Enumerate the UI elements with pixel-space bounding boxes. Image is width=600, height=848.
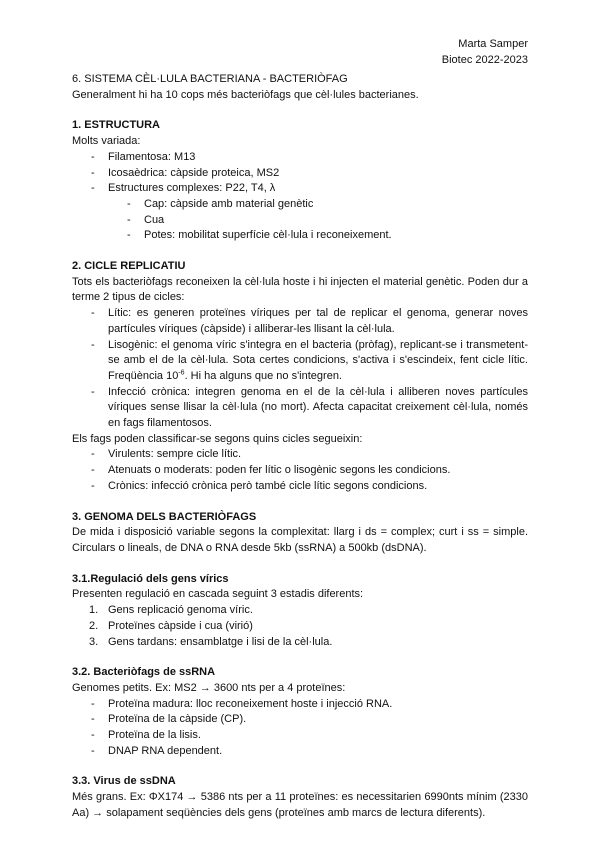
phage-class-list bbox=[72, 447, 528, 494]
lysogenic-text: Lisogènic: el genoma víric s'integra en el bacteria (pròfag), replicant-se i transmetent-se amb el de la cèl·lula. Sota certes condicions, s'activa i s'escindeix, fent cicle lític. Freqüència 10 bbox=[108, 338, 528, 382]
list-item-text: Gens tardans: ensamblatge i lisi de la cèl·lula. bbox=[108, 635, 333, 648]
list-number: 2. bbox=[89, 619, 99, 632]
section-3-heading: 3. GENOMA DELS BACTERIÒFAGS bbox=[72, 510, 257, 523]
list-item-text: Proteïnes càpside i cua (virió) bbox=[108, 619, 253, 632]
section-2-heading: 2. CICLE REPLICATIU bbox=[72, 260, 186, 273]
section-3-1-lead: Presenten regulació en cascada seguint 3 estadis diferents: bbox=[72, 588, 364, 601]
intro-text: Generalment hi ha 10 cops més bacteriòfags que cèl·lules bacterianes. bbox=[72, 88, 419, 101]
frequency-exponent: -6 bbox=[178, 369, 185, 377]
ssrna-protein-list bbox=[72, 697, 528, 760]
section-2-lead-2: Els fags poden classificar-se segons quins cicles segueixin: bbox=[72, 432, 363, 445]
list-item: - Crònics: infecció crònica però també cicle lític segons condicions. bbox=[72, 479, 528, 495]
author-name: Marta Samper bbox=[458, 38, 528, 50]
list-item: - Atenuats o moderats: poden fer lític o lisogènic segons les condicions. bbox=[72, 463, 528, 479]
section-3-1-heading: 3.1.Regulació dels gens vírics bbox=[72, 572, 229, 585]
list-item bbox=[72, 619, 528, 635]
sub-list-item: - Potes: mobilitat superfície cèl·lula i reconeixement. bbox=[72, 228, 528, 244]
course-label: Biotec 2022-2023 bbox=[441, 54, 528, 66]
section-3-3-heading: 3.3. Virus de ssDNA bbox=[72, 775, 176, 788]
list-item-text: Gens replicació genoma víric. bbox=[108, 604, 253, 617]
list-item bbox=[72, 635, 528, 651]
sub-list-item: - Cua bbox=[72, 213, 528, 229]
page-header bbox=[442, 36, 528, 68]
list-item: - DNAP RNA dependent. bbox=[72, 744, 528, 760]
list-item-lytic: - Lític: es generen proteïnes víriques per tal de replicar el genoma, generar noves partícules víriques (càpside) i alliberar-les llisant la cèl·lula. bbox=[72, 306, 528, 337]
section-3-text: De mida i disposició variable segons la complexitat: llarg i ds = complex; curt i ss = simple. Circulars o lineals, de DNA o RNA desde 5kb (ssRNA) a 500kb (dsDNA). bbox=[72, 526, 528, 554]
cycle-list bbox=[72, 306, 528, 432]
list-item-chronic: - Infecció crònica: integren genoma en el de la cèl·lula i alliberen noves partícules víriques sense llisar la cèl·lula (no mort). Afecta capacitat creixement cèl·lula, només en fags filamentosos. bbox=[72, 385, 528, 432]
section-1-heading: 1. ESTRUCTURA bbox=[72, 119, 161, 132]
section-2-lead: Tots els bacteriòfags reconeixen la cèl·lula hoste i hi injecten el material genètic. Poden dur a terme 2 tipus de cicles: bbox=[72, 275, 528, 304]
document-title: 6. SISTEMA CÈL·LULA BACTERIANA - BACTERIÒFAG bbox=[72, 73, 348, 85]
section-1-lead: Molts variada: bbox=[72, 135, 141, 148]
document-body bbox=[72, 72, 528, 822]
list-item: - Icosaèdrica: càpside proteica, MS2 bbox=[72, 166, 528, 182]
list-item: - Proteïna de la càpside (CP). bbox=[72, 712, 528, 728]
section-3-3-text: Més grans. Ex: ΦX174 → 5386 nts per a 11 proteïnes: es necessitarien 6990nts mínim (2330 Aa) → solapament seqüències dels gens (proteïnes amb marcs de lectura diferents). bbox=[72, 791, 528, 819]
list-item: - Virulents: sempre cicle lític. bbox=[72, 447, 528, 463]
list-item: - Proteïna de la lisis. bbox=[72, 728, 528, 744]
section-3-2-lead: Genomes petits. Ex: MS2 → 3600 nts per a 4 proteïnes: bbox=[72, 681, 346, 694]
section-3-2-heading: 3.2. Bacteriòfags de ssRNA bbox=[72, 666, 216, 679]
sub-list-item: - Cap: càpside amb material genètic bbox=[72, 197, 528, 213]
lysogenic-text-end: . Hi ha alguns que no s'integren. bbox=[184, 369, 342, 382]
complex-structure-sublist bbox=[72, 197, 528, 244]
list-number: 1. bbox=[89, 604, 99, 617]
regulation-list bbox=[72, 603, 528, 650]
structure-list bbox=[72, 150, 528, 197]
list-item: - Estructures complexes: P22, T4, λ bbox=[72, 181, 528, 197]
list-item bbox=[72, 603, 528, 619]
list-number: 3. bbox=[89, 635, 99, 648]
list-item-lysogenic bbox=[72, 338, 528, 385]
list-item: - Proteïna madura: lloc reconeixement hoste i injecció RNA. bbox=[72, 697, 528, 713]
list-item: - Filamentosa: M13 bbox=[72, 150, 528, 166]
